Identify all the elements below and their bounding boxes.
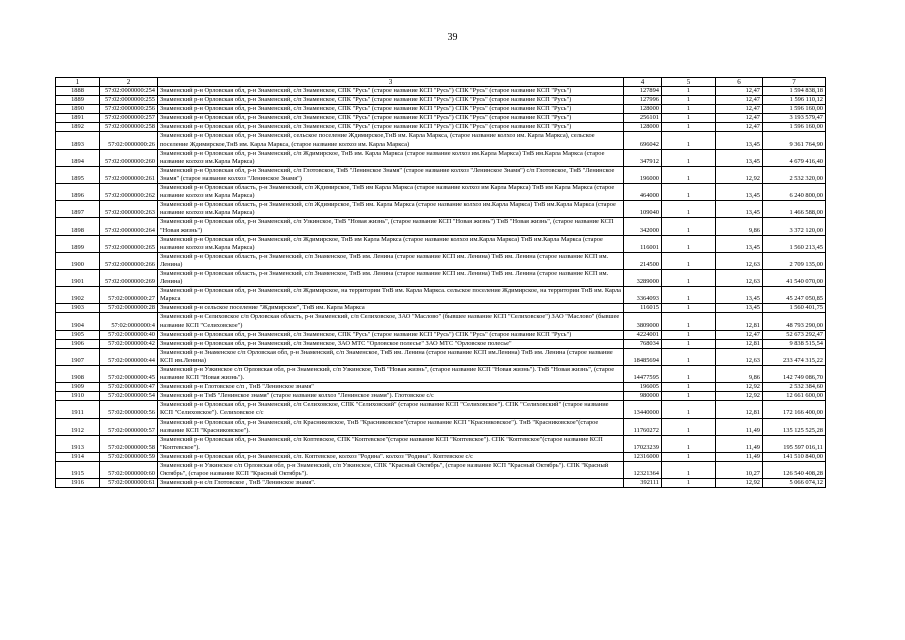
quantity-value: 1 bbox=[662, 401, 716, 418]
location-description: Знаменский р-н Орловская обл, р-н Знаменский, с/п Знаменское, СПК "Русь" (старое название КСП "Русь") СПК "Русь" (старое название КСП "Русь") bbox=[158, 123, 624, 132]
location-description: Знаменский р-н Орловская обл, р-н Знаменский, с/п Знаменское, СПК "Русь" (старое название КСП "Русь") СПК "Русь" (старое название КСП "Русь") bbox=[158, 330, 624, 339]
quantity-value: 1 bbox=[662, 348, 716, 365]
price-value: 11,49 bbox=[716, 452, 763, 461]
quantity-value: 1 bbox=[662, 330, 716, 339]
cadastral-value: 2 532 384,60 bbox=[763, 383, 826, 392]
cadastral-number: 57:02:0000000:26 bbox=[100, 132, 158, 149]
area-value: 768034 bbox=[624, 339, 662, 348]
quantity-value: 1 bbox=[662, 149, 716, 166]
location-description: Знаменский р-н Орловская обл, р-н Знаменский, с/п Ждимирское, ТнВ им Карла Маркса (старое название колхоз им.Карла Маркса) ТнВ им.Карла Маркса (старое название колхоз им.Карла Маркса) bbox=[158, 235, 624, 252]
cadastral-number: 57:02:0000000:255 bbox=[100, 96, 158, 105]
row-number: 1908 bbox=[56, 366, 100, 383]
cadastral-value: 1 594 838,18 bbox=[763, 87, 826, 96]
cadastral-value: 142 749 086,70 bbox=[763, 366, 826, 383]
table-row bbox=[56, 401, 826, 418]
location-description: Знаменский р-н Орловская область, р-н Знаменский, с/п Знаменское, ТнВ им. Ленина (старое название КСП им. Ленина) ТнВ им. Ленина (старое название КСП им. Ленина) bbox=[158, 269, 624, 286]
area-value: 3289000 bbox=[624, 269, 662, 286]
price-value: 12,47 bbox=[716, 105, 763, 114]
table-row bbox=[56, 330, 826, 339]
row-number: 1902 bbox=[56, 287, 100, 304]
quantity-value: 1 bbox=[662, 132, 716, 149]
price-value: 9,86 bbox=[716, 366, 763, 383]
area-value: 980000 bbox=[624, 392, 662, 401]
cadastral-number: 57:02:0000000:269 bbox=[100, 269, 158, 286]
row-number: 1891 bbox=[56, 114, 100, 123]
location-description: Знаменский р-н Орловская обл, р-н Знаменский, сельское поселение Ждимирское,ТнВ им. Карла Маркса, (старое название колхоз им. Карла Маркса), сельское поселение Ждимирское,ТнВ им. Карла Маркса, (старое название колхоз им. Карла Маркса) bbox=[158, 132, 624, 149]
table-row bbox=[56, 105, 826, 114]
cadastral-number: 57:02:0000000:261 bbox=[100, 166, 158, 183]
location-description: Знаменский р-н Орловская обл, р-н Знаменский, с/п Узкинское, ТнВ "Новая жизнь", (старое название КСП "Новая жизнь") ТнВ "Новая жизнь", (старое название КСП "Новая жизнь") bbox=[158, 218, 624, 235]
location-description: Знаменский р-н Селиховское с/п Орловская область, р-н Знаменский, с/п Селиховское, ЗАО "Маслово" (бывшее название КСП "Селиховское") ЗАО "Маслово" (бывшее название КСП "Селиховское") bbox=[158, 313, 624, 330]
area-value: 342000 bbox=[624, 218, 662, 235]
row-number: 1905 bbox=[56, 330, 100, 339]
row-number: 1912 bbox=[56, 418, 100, 435]
cadastral-number: 57:02:0000000:262 bbox=[100, 184, 158, 201]
location-description: Знаменский р-н Орловская область, р-н Знаменский, с/п Знаменское, ТнВ им. Ленина (старое название КСП им. Ленина) ТнВ им. Ленина (старое название КСП им. Ленина) bbox=[158, 252, 624, 269]
table-row bbox=[56, 348, 826, 365]
area-value: 3364093 bbox=[624, 287, 662, 304]
table-row bbox=[56, 392, 826, 401]
cadastral-number: 57:02:0000000:264 bbox=[100, 218, 158, 235]
price-value: 13,45 bbox=[716, 201, 763, 218]
area-value: 196000 bbox=[624, 166, 662, 183]
location-description: Знаменский р-н Орловская обл, р-н Знаменский, с/п Ждимирское, ТнВ им. Карла Маркса (старое название колхоз им.Карла Маркса) ТнВ им.Карла Маркса (старое название колхоз им.Карла Маркса) bbox=[158, 149, 624, 166]
price-value: 12,63 bbox=[716, 269, 763, 286]
cadastral-number: 57:02:0000000:265 bbox=[100, 235, 158, 252]
cadastral-number: 57:02:0000000:254 bbox=[100, 87, 158, 96]
table-row bbox=[56, 132, 826, 149]
cadastral-number: 57:02:0000000:54 bbox=[100, 392, 158, 401]
area-value: 12321364 bbox=[624, 462, 662, 479]
price-value: 12,92 bbox=[716, 392, 763, 401]
area-value: 128000 bbox=[624, 105, 662, 114]
quantity-value: 1 bbox=[662, 166, 716, 183]
table-row bbox=[56, 184, 826, 201]
table-row bbox=[56, 166, 826, 183]
location-description: Знаменский р-н Знаменское с/п Орловская обл, р-н Знаменский, с/п Знаменское, ТнВ им. Ленина (старое название КСП им.Ленина) ТнВ им. Ленина (старое название КСП им.Ленина) bbox=[158, 348, 624, 365]
quantity-value: 1 bbox=[662, 114, 716, 123]
quantity-value: 1 bbox=[662, 392, 716, 401]
cadastral-value: 5 066 074,12 bbox=[763, 479, 826, 488]
area-value: 392111 bbox=[624, 479, 662, 488]
row-number: 1910 bbox=[56, 392, 100, 401]
cadastral-number: 57:02:0000000:263 bbox=[100, 201, 158, 218]
cadastral-value: 1 596 110,12 bbox=[763, 96, 826, 105]
price-value: 10,27 bbox=[716, 462, 763, 479]
row-number: 1914 bbox=[56, 452, 100, 461]
area-value: 464000 bbox=[624, 184, 662, 201]
table-row bbox=[56, 313, 826, 330]
quantity-value: 1 bbox=[662, 452, 716, 461]
cadastral-number: 57:02:0000000:47 bbox=[100, 383, 158, 392]
location-description: Знаменский р-н Орловская обл, р-н Знаменский, с/п Красниковское, ТнВ "Красниковское"(старое название КСП "Красниковское"). ТнВ "Красниковское"(старое название КСП "Красниковское"). bbox=[158, 418, 624, 435]
price-value: 12,81 bbox=[716, 401, 763, 418]
location-description: Знаменский р-н Орловская обл, р-н Знаменский, с/п Знаменское, ЗАО МТС "Орловское полесье" ЗАО МТС "Орловское полесье" bbox=[158, 339, 624, 348]
table-row bbox=[56, 123, 826, 132]
cadastral-number: 57:02:0000000:42 bbox=[100, 339, 158, 348]
column-header: 1 bbox=[56, 78, 100, 87]
quantity-value: 1 bbox=[662, 235, 716, 252]
area-value: 696042 bbox=[624, 132, 662, 149]
price-value: 12,47 bbox=[716, 123, 763, 132]
area-value: 3809000 bbox=[624, 313, 662, 330]
price-value: 12,47 bbox=[716, 114, 763, 123]
cadastral-value: 1 466 588,00 bbox=[763, 201, 826, 218]
row-number: 1900 bbox=[56, 252, 100, 269]
cadastral-value: 233 474 315,22 bbox=[763, 348, 826, 365]
area-value: 13440000 bbox=[624, 401, 662, 418]
cadastral-value: 195 597 016,11 bbox=[763, 435, 826, 452]
price-value: 12,63 bbox=[716, 348, 763, 365]
location-description: Знаменский р-н с/п Глотовское , ТнВ "Ленинское знамя". bbox=[158, 479, 624, 488]
cadastral-value: 9 838 515,54 bbox=[763, 339, 826, 348]
price-value: 12,47 bbox=[716, 330, 763, 339]
quantity-value: 1 bbox=[662, 339, 716, 348]
row-number: 1903 bbox=[56, 304, 100, 313]
cadastral-value: 141 510 840,00 bbox=[763, 452, 826, 461]
area-value: 116001 bbox=[624, 235, 662, 252]
quantity-value: 1 bbox=[662, 201, 716, 218]
cadastral-number: 57:02:0000000:260 bbox=[100, 149, 158, 166]
cadastral-value: 9 361 764,90 bbox=[763, 132, 826, 149]
row-number: 1896 bbox=[56, 184, 100, 201]
column-header: 5 bbox=[662, 78, 716, 87]
row-number: 1892 bbox=[56, 123, 100, 132]
row-number: 1913 bbox=[56, 435, 100, 452]
table-row bbox=[56, 201, 826, 218]
price-value: 13,45 bbox=[716, 287, 763, 304]
price-value: 9,86 bbox=[716, 218, 763, 235]
row-number: 1899 bbox=[56, 235, 100, 252]
cadastral-value: 1 560 401,75 bbox=[763, 304, 826, 313]
row-number: 1911 bbox=[56, 401, 100, 418]
table-row bbox=[56, 252, 826, 269]
row-number: 1894 bbox=[56, 149, 100, 166]
cadastral-value: 3 193 579,47 bbox=[763, 114, 826, 123]
table-row bbox=[56, 452, 826, 461]
quantity-value: 1 bbox=[662, 218, 716, 235]
price-value: 12,92 bbox=[716, 479, 763, 488]
cadastral-value: 45 247 050,85 bbox=[763, 287, 826, 304]
cadastral-number: 57:02:0000000:61 bbox=[100, 479, 158, 488]
cadastral-value: 52 673 292,47 bbox=[763, 330, 826, 339]
cadastral-number: 57:02:0000000:60 bbox=[100, 462, 158, 479]
quantity-value: 1 bbox=[662, 269, 716, 286]
cadastral-number: 57:02:0000000:256 bbox=[100, 105, 158, 114]
location-description: Знаменский р-н Орловская обл, р-н Знаменский, с/п Коптевское, СПК "Коптевское"(старое название КСП "Коптевское"). СПК "Коптевское"(старое название КСП "Коптевское"). bbox=[158, 435, 624, 452]
area-value: 128000 bbox=[624, 123, 662, 132]
cadastral-value: 1 596 160,00 bbox=[763, 105, 826, 114]
price-value: 13,45 bbox=[716, 184, 763, 201]
quantity-value: 1 bbox=[662, 435, 716, 452]
cadastral-value: 41 540 070,00 bbox=[763, 269, 826, 286]
price-value: 11,49 bbox=[716, 418, 763, 435]
cadastral-value: 4 679 416,40 bbox=[763, 149, 826, 166]
area-value: 109040 bbox=[624, 201, 662, 218]
cadastral-number: 57:02:0000000:56 bbox=[100, 401, 158, 418]
table-row bbox=[56, 462, 826, 479]
location-description: Знаменский р-н сельское поселение "Ждимирское", ТнВ им. Карла Маркса bbox=[158, 304, 624, 313]
table-row bbox=[56, 366, 826, 383]
price-value: 11,49 bbox=[716, 435, 763, 452]
row-number: 1895 bbox=[56, 166, 100, 183]
price-value: 12,81 bbox=[716, 313, 763, 330]
row-number: 1916 bbox=[56, 479, 100, 488]
quantity-value: 1 bbox=[662, 287, 716, 304]
table-row bbox=[56, 149, 826, 166]
location-description: Знаменский р-н Орловская обл, р-н Знаменский, с/п Знаменское, СПК "Русь" (старое название КСП "Русь") СПК "Русь" (старое название КСП "Русь") bbox=[158, 87, 624, 96]
price-value: 12,63 bbox=[716, 252, 763, 269]
area-value: 347912 bbox=[624, 149, 662, 166]
location-description: Знаменский р-н Узкинское с/п Орловская обл, р-н Знаменский, с/п Узкинское, ТнВ "Новая жизнь", (старое название КСП "Новая жизнь"). ТнВ "Новая жизнь", (старое название КСП "Новая жизнь"). bbox=[158, 366, 624, 383]
quantity-value: 1 bbox=[662, 418, 716, 435]
cadastral-value: 1 560 213,45 bbox=[763, 235, 826, 252]
column-header: 3 bbox=[158, 78, 624, 87]
row-number: 1890 bbox=[56, 105, 100, 114]
cadastral-number: 57:02:0000000:257 bbox=[100, 114, 158, 123]
location-description: Знаменский р-н Орловская обл, р-н Знаменский, с/п Знаменское, СПК "Русь" (старое название КСП "Русь") СПК "Русь" (старое название КСП "Русь") bbox=[158, 96, 624, 105]
cadastral-value: 1 596 160,00 bbox=[763, 123, 826, 132]
quantity-value: 1 bbox=[662, 313, 716, 330]
area-value: 196005 bbox=[624, 383, 662, 392]
quantity-value: 1 bbox=[662, 96, 716, 105]
quantity-value: 1 bbox=[662, 479, 716, 488]
page-number: 39 bbox=[447, 32, 458, 43]
quantity-value: 1 bbox=[662, 462, 716, 479]
cadastral-value: 48 793 290,00 bbox=[763, 313, 826, 330]
quantity-value: 1 bbox=[662, 383, 716, 392]
column-header: 2 bbox=[100, 78, 158, 87]
price-value: 13,45 bbox=[716, 235, 763, 252]
area-value: 11760272 bbox=[624, 418, 662, 435]
area-value: 116015 bbox=[624, 304, 662, 313]
cadastral-number: 57:02:0000000:27 bbox=[100, 287, 158, 304]
cadastral-number: 57:02:0000000:58 bbox=[100, 435, 158, 452]
area-value: 256101 bbox=[624, 114, 662, 123]
location-description: Знаменский р-н Орловская обл, р-н Знаменский, с/п Знаменское, СПК "Русь" (старое название КСП "Русь") СПК "Русь" (старое название КСП "Русь") bbox=[158, 114, 624, 123]
cadastral-number: 57:02:0000000:4 bbox=[100, 313, 158, 330]
row-number: 1889 bbox=[56, 96, 100, 105]
cadastral-value: 3 372 120,00 bbox=[763, 218, 826, 235]
quantity-value: 1 bbox=[662, 184, 716, 201]
table-header-row bbox=[56, 78, 826, 87]
table-row bbox=[56, 479, 826, 488]
table-row bbox=[56, 218, 826, 235]
price-value: 12,92 bbox=[716, 166, 763, 183]
table-row bbox=[56, 287, 826, 304]
row-number: 1888 bbox=[56, 87, 100, 96]
quantity-value: 1 bbox=[662, 87, 716, 96]
table-row bbox=[56, 418, 826, 435]
location-description: Знаменский р-н Орловская область, р-н Знаменский, с/п Ждимирское, ТнВ им Карла Маркса (старое название колхоз им Карла Маркса) ТнВ им Карла Маркса (старое название колхоз им Карла Маркса) bbox=[158, 184, 624, 201]
table-row bbox=[56, 304, 826, 313]
price-value: 12,47 bbox=[716, 96, 763, 105]
location-description: Знаменский р-н Орловская обл, р-н Знаменский, с/п. Коптевское, колхоз "Родина". колхоз "Родина". Коптевское с/с bbox=[158, 452, 624, 461]
quantity-value: 1 bbox=[662, 304, 716, 313]
cadastral-value: 2 532 320,00 bbox=[763, 166, 826, 183]
quantity-value: 1 bbox=[662, 123, 716, 132]
price-value: 13,45 bbox=[716, 304, 763, 313]
row-number: 1901 bbox=[56, 269, 100, 286]
cadastral-value: 12 661 600,00 bbox=[763, 392, 826, 401]
table-row bbox=[56, 269, 826, 286]
table-row bbox=[56, 235, 826, 252]
cadastral-number: 57:02:0000000:266 bbox=[100, 252, 158, 269]
area-value: 18485694 bbox=[624, 348, 662, 365]
quantity-value: 1 bbox=[662, 252, 716, 269]
area-value: 12316000 bbox=[624, 452, 662, 461]
cadastral-number: 57:02:0000000:28 bbox=[100, 304, 158, 313]
cadastral-number: 57:02:0000000:40 bbox=[100, 330, 158, 339]
area-value: 127996 bbox=[624, 96, 662, 105]
row-number: 1893 bbox=[56, 132, 100, 149]
quantity-value: 1 bbox=[662, 105, 716, 114]
cadastral-number: 57:02:0000000:44 bbox=[100, 348, 158, 365]
price-value: 13,45 bbox=[716, 149, 763, 166]
table-row bbox=[56, 96, 826, 105]
area-value: 214500 bbox=[624, 252, 662, 269]
location-description: Знаменский р-н Орловская обл, р-н Знаменский, с/п Селиховское, СПК "Селиховский" (старое название КСП "Селиховское"). СПК "Селиховский" (старое название КСП "Селиховское"). Селиховское с/с bbox=[158, 401, 624, 418]
cadastral-value: 126 540 408,28 bbox=[763, 462, 826, 479]
table-row bbox=[56, 383, 826, 392]
row-number: 1907 bbox=[56, 348, 100, 365]
location-description: Знаменский р-н ТнВ "Ленинское знамя" (старое название колхоз "Ленинское знамя"). Глотовское с/с bbox=[158, 392, 624, 401]
area-value: 14477595 bbox=[624, 366, 662, 383]
cadastral-value: 172 166 400,00 bbox=[763, 401, 826, 418]
price-value: 12,92 bbox=[716, 383, 763, 392]
cadastral-number: 57:02:0000000:59 bbox=[100, 452, 158, 461]
table-row bbox=[56, 339, 826, 348]
cadastral-value: 6 240 800,00 bbox=[763, 184, 826, 201]
cadastral-value: 135 125 525,28 bbox=[763, 418, 826, 435]
column-header: 4 bbox=[624, 78, 662, 87]
location-description: Знаменский р-н Глотовское с/п , ТнВ "Ленинское знамя" bbox=[158, 383, 624, 392]
price-value: 13,45 bbox=[716, 132, 763, 149]
column-header: 6 bbox=[716, 78, 763, 87]
area-value: 127894 bbox=[624, 87, 662, 96]
column-header: 7 bbox=[763, 78, 826, 87]
table-row bbox=[56, 435, 826, 452]
location-description: Знаменский р-н Орловская обл, р-н Знаменский, с/п Знаменское, СПК "Русь" (старое название КСП "Русь") СПК "Русь" (старое название КСП "Русь") bbox=[158, 105, 624, 114]
table-row bbox=[56, 114, 826, 123]
land-register-table bbox=[55, 77, 826, 488]
location-description: Знаменский р-н Орловская обл, р-н Знаменский, с/п Глотовское, ТнВ "Ленинское Знамя" (старое название колхоз "Ленинское Знамя") с/п Глотовское, ТнВ "Ленинское Знамя" (старое название колхоз "Ленинское Знамя") bbox=[158, 166, 624, 183]
area-value: 17023239 bbox=[624, 435, 662, 452]
cadastral-value: 2 709 135,00 bbox=[763, 252, 826, 269]
row-number: 1915 bbox=[56, 462, 100, 479]
price-value: 12,81 bbox=[716, 339, 763, 348]
location-description: Знаменский р-н Орловская область, р-н Знаменский, с/п Ждимирское, ТнВ им. Карла Маркса (старое название колхоз им.Карла Маркса) ТнВ им.Карла Маркса (старое название колхоз им.Карла Маркса) bbox=[158, 201, 624, 218]
table-row bbox=[56, 87, 826, 96]
cadastral-number: 57:02:0000000:258 bbox=[100, 123, 158, 132]
cadastral-number: 57:02:0000000:45 bbox=[100, 366, 158, 383]
cadastral-number: 57:02:0000000:57 bbox=[100, 418, 158, 435]
row-number: 1906 bbox=[56, 339, 100, 348]
location-description: Знаменский р-н Узкинское с/п Орловская обл, р-н Знаменский, с/п Узкинское, СПК "Красный Октябрь", (старое название КСП "Красный Октябрь"). СПК "Красный Октябрь", (старое название КСП "Красный Октябрь"). bbox=[158, 462, 624, 479]
price-value: 12,47 bbox=[716, 87, 763, 96]
area-value: 4224001 bbox=[624, 330, 662, 339]
row-number: 1897 bbox=[56, 201, 100, 218]
row-number: 1904 bbox=[56, 313, 100, 330]
location-description: Знаменский р-н Орловская обл, р-н Знаменский, с/п Ждимирское, на территории ТнВ им. Карла Маркса. сельское поселение Ждимирское, на территории ТнВ им. Карла Маркса bbox=[158, 287, 624, 304]
row-number: 1898 bbox=[56, 218, 100, 235]
row-number: 1909 bbox=[56, 383, 100, 392]
quantity-value: 1 bbox=[662, 366, 716, 383]
